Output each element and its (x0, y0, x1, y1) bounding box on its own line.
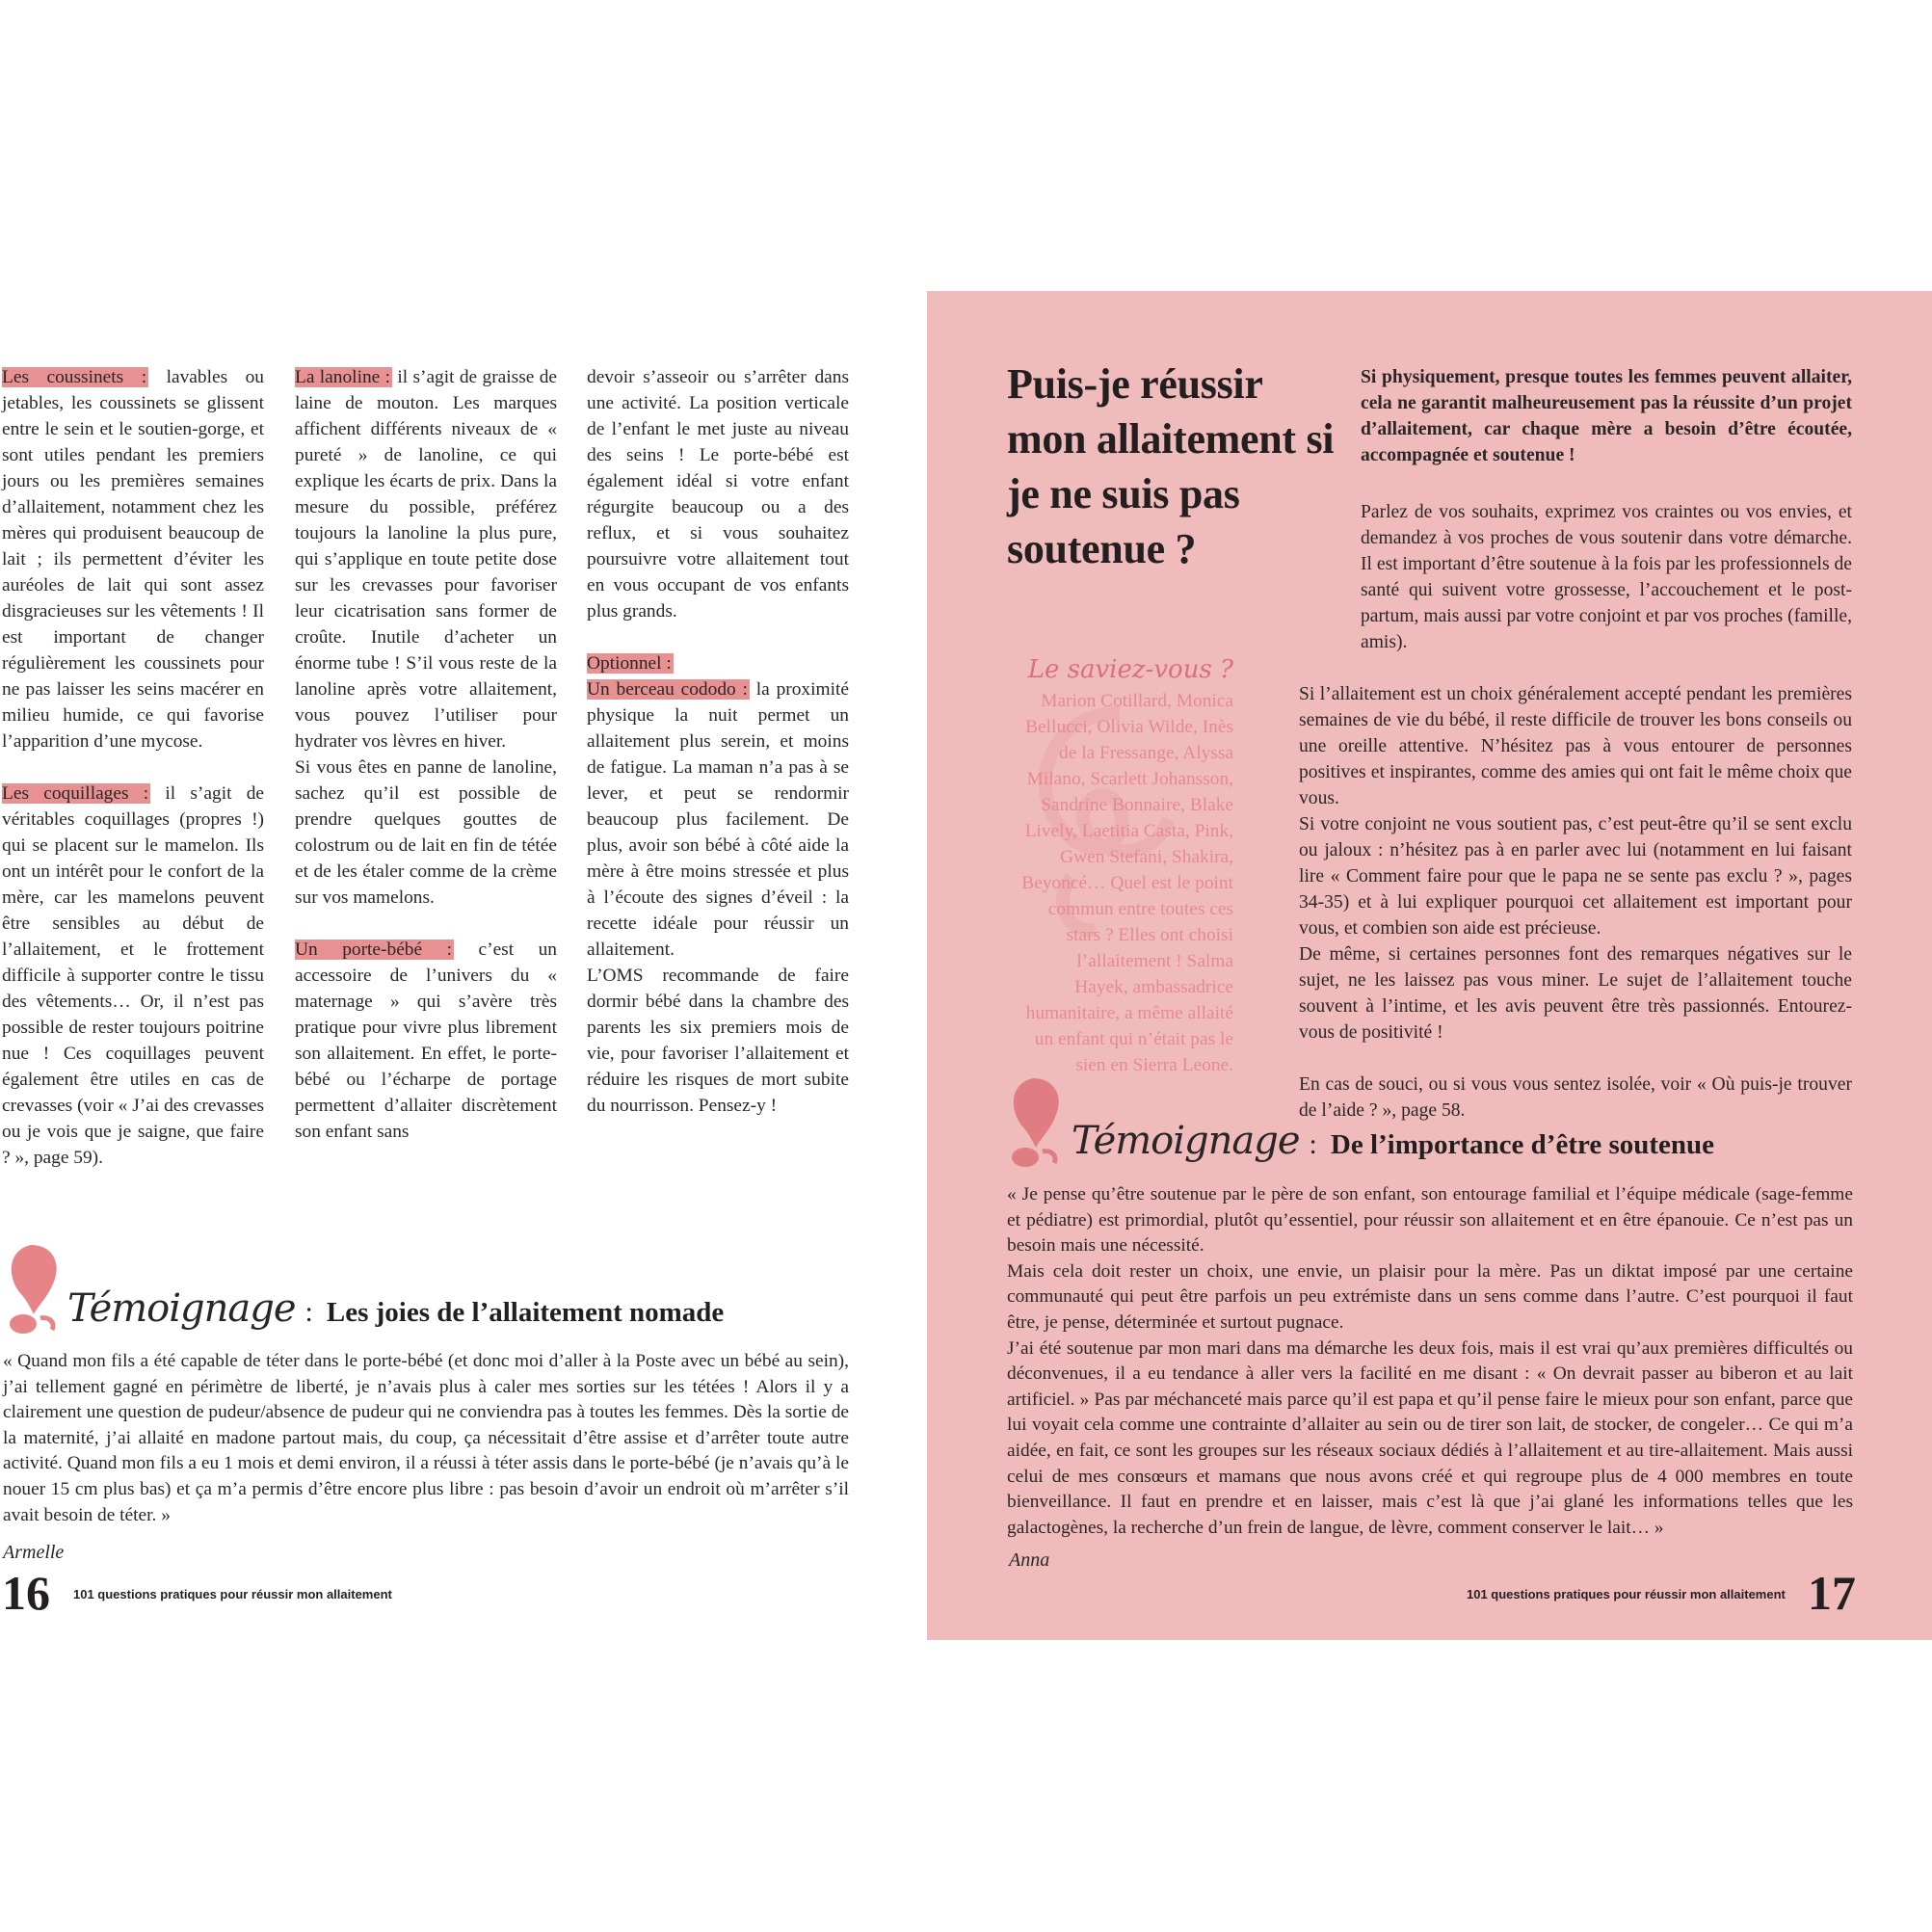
drop-question-icon (1004, 1074, 1072, 1176)
testimony-title: De l’importance d’être soutenue (1330, 1129, 1715, 1160)
paragraph-coussinets: Les coussinets : lavables ou jetables, les coussinets se glissent entre le sein et le soutien-gorge, et sont utiles pendant les premiers jours ou les premières semaines d’allaitement, notamment chez les mères qui produisent beaucoup de lait ; ils permettent d’éviter les auréoles de lait qui sont assez disgracieuses sur les vêtements ! Il est important de changer régulièrement les coussinets pour ne pas laisser les seins macérer en milieu humide, ce qui favorise l’apparition d’une mycose. (2, 367, 264, 752)
paragraph-cododo: Un berceau cododo : la proximité physique la nuit permet un allaitement plus serein, et moins de fatigue. La maman n’a pas à se lever, et peut se rendormir beaucoup plus facilement. De plus, avoir son bébé à côté aide la mère à être moins stressée et plus à l’écoute des signes d’éveil : la recette idéale pour réussir un allaitement. (587, 679, 849, 960)
running-title: 101 questions pratiques pour réussir mon allaitement (1467, 1587, 1786, 1601)
optional-label-line (587, 650, 849, 676)
testimony-signature: Anna (1009, 1549, 1050, 1571)
left-page (0, 0, 925, 1932)
paragraph-porte-bebe: Un porte-bébé : c’est un accessoire de l’univers du « maternage » qui s’avère très pratique pour vivre plus librement son allaitement. En effet, le porte-bébé ou l’écharpe de portage permettent d’allaiter discrètement son enfant sans (295, 940, 557, 1142)
testimony-label: Témoignage (1072, 1119, 1300, 1163)
paragraph-lanoline: La lanoline : il s’agit de graisse de laine de mouton. Les marques affichent différents niveaux de « pureté » de lanoline, ce qui explique les écarts de prix. Dans la mesure du possible, préférez toujours la lanoline la plus pure, qui s’applique en toute petite dose sur les crevasses pour favoriser leur cicatrisation sans former de croûte. Inutile d’acheter un énorme tube ! S’il vous reste de la lanoline après votre allaitement, vous pouvez l’utiliser pour hydrater vos lèvres en hiver. (295, 367, 557, 752)
intro-paragraph: Parlez de vos souhaits, exprimez vos craintes ou vos envies, et demandez à vos proches de vous soutenir dans votre démarche. Il est important d’être soutenue à la fois par les professionnels de santé qui suivent votre grossesse, l’accouchement et le post-partum, mais aussi par votre conjoint et par vos proches (famille, amis). (1361, 502, 1852, 652)
testimony-text: « Quand mon fils a été capable de téter dans le porte-bébé (et donc moi d’aller à la Poste avec un bébé au sein), j’ai tellement gagné en périmètre de liberté, je n’avais plus à caler mes sorties sur les tétées ! Alors il y a clairement une question de pudeur/absence de pudeur qui ne conviendra pas à toutes les femmes. Dès la sortie de la maternité, j’ai allaité en madone partout mais, du coup, ça nécessitait d’être assise et d’arrêter toute autre activité. Quand mon fils a eu 1 mois et demi environ, il a réussi à téter assis dans le porte-bébé (je n’avais qu’à le nouer 15 cm plus bas) et ça m’a permis d’être encore plus libre : pas besoin d’avoir un endroit où m’arrêter s’il avait besoin de téter. » (3, 1351, 849, 1525)
paragraph-porte-bebe-cont: devoir s’asseoir ou s’arrêter dans une activité. La position verticale de l’enfant le met juste au niveau des seins ! Le porte-bébé est également idéal si votre enfant régurgite beaucoup ou a des reflux, et si vous souhaitez poursuivre votre allaitement tout en vous occupant de vos enfants plus grands. (587, 367, 849, 622)
sidebar-did-you-know (1021, 655, 1233, 1078)
term-coussinets: Les coussinets : (2, 367, 147, 387)
drop-question-icon (2, 1241, 69, 1342)
testimony-heading: Témoignage : De l’importance d’être soutenue (1072, 1119, 1715, 1163)
body-text: Si l’allaitement est un choix généralement accepté pendant les premières semaines de vie du bébé, il reste difficile de trouver les bons conseils ou une oreille attentive. N’hésitez pas à vous entourer de personnes positives et inspirantes, comme des amies qui ont fait le même choix que vous. Si votre conjoint ne vous soutient pas, c’est peut-être qu’il se sent exclu ou jaloux : n’hésitez pas à en parler avec lui (notamment en lui faisant lire « Comment faire pour que le papa ne se sente pas exclu ? », pages 34-35) et à lui expliquer pourquoi cet allaitement est important pour vous, et combien son aide est précieuse. De même, si certaines personnes font des remarques négatives sur le sujet, ne les laissez pas vous miner. Le sujet de l’allaitement touche souvent à l’intime, et les avis peuvent être très passionnés. Entourez-vous de positivité ! En cas de souci, ou si vous vous sentez isolée, voir « Où puis-je trouver de l’aide ? », page 58. (1299, 684, 1852, 1121)
column-3 (587, 364, 849, 1119)
running-title: 101 questions pratiques pour réussir mon allaitement (73, 1587, 392, 1601)
term-lanoline: La lanoline : (295, 367, 390, 387)
term-porte-bebe: Un porte-bébé : (295, 940, 452, 960)
page-number: 16 (2, 1566, 50, 1620)
sidebar-text: Marion Cotillard, Monica Bellucci, Olivia Wilde, Inès de la Fressange, Alyssa Milano, Scarlett Johansson, Sandrine Bonnaire, Blake Lively, Laetitia Casta, Pink, Gwen Stefani, Shakira, Beyoncé… Quel est le point commun entre toutes ces stars ? Elles ont choisi l’allaitement ! Salma Hayek, ambassadrice humanitaire, a même allaité un enfant qui n’était pas le sien en Sierra Leone. (1021, 691, 1233, 1075)
right-page (927, 0, 1932, 1932)
paragraph-lanoline-alt: Si vous êtes en panne de lanoline, sachez qu’il est possible de prendre quelques gouttes de colostrum ou de lait en fin de tétée et de les étaler comme de la crème sur vos mamelons. (295, 757, 557, 908)
intro-bold: Si physiquement, presque toutes les femmes peuvent allaiter, cela ne garantit malheureusement pas la réussite d’un projet d’allaitement, car chaque mère a besoin d’être écoutée, accompagnée et soutenue ! (1361, 367, 1852, 465)
paragraph-coquillages: Les coquillages : il s’agit de véritables coquillages (propres !) qui se placent sur le mamelon. Ils ont un intérêt pour le confort de la mère, car les mamelons peuvent être sensibles au début de l’allaitement, et le frottement difficile à supporter contre le tissu des vêtements… Or, il n’est pas possible de rester toujours poitrine nue ! Ces coquillages peuvent également être utiles en cas de crevasses (voir « J’ai des crevasses ou je vois que je saigne, que faire ? », page 59). (2, 783, 264, 1168)
term-cododo: Un berceau cododo : (587, 679, 748, 700)
testimony-text: « Je pense qu’être soutenue par le père de son enfant, son entourage familial et l’équipe médicale (sage-femme et pédiatre) est primordial, plutôt qu’essentiel, pour réussir son allaitement et en être épanouie. Ce n’est pas un besoin mais une nécessité. Mais cela doit rester un choix, une envie, un plaisir pour la mère. Pas un diktat imposé par une certaine communauté qui peut être parfois un peu extrémiste dans un sens comme dans l’autre. C’est pourquoi il faut être, je pense, déterminée et surtout pugnace. J’ai été soutenue par mon mari dans ma démarche les deux fois, mais il est vrai qu’aux premières difficultés ou déconvenues, il a eu tendance à aller vers la facilité en me disant : « On devrait passer au biberon et au lait artificiel. » Pas par méchanceté mais parce qu’il est papa et qu’il pense faire le mieux pour son enfant, parce que lui voyait cela comme une contrainte d’allaiter au sein ou de tirer son lait, de stocker, de congeler… Ce qui m’a aidée, en fait, ce sont les groupes sur les réseaux sociaux dédiés à l’allaitement et au tire-allaitement. Mais aussi celui de mes consœurs et mamans que nous avons créé et qui regroupe plus de 4 000 membres en toute bienveillance. Il faut en prendre et en laisser, mais c’est là que j’ai glané les informations telles que les galactogènes, la recherche d’un frein de langue, de lèvre, comment conserver le lait… » (1007, 1184, 1853, 1538)
sidebar-title: Le saviez-vous ? (1027, 655, 1233, 684)
testimony-label: Témoignage (67, 1286, 296, 1331)
testimony-title: Les joies de l’allaitement nomade (326, 1297, 725, 1328)
testimony-heading: Témoignage : Les joies de l’allaitement nomade (67, 1286, 725, 1331)
column-2 (295, 364, 557, 1145)
column-1 (2, 364, 264, 1171)
testimony-signature: Armelle (3, 1542, 65, 1563)
optional-label: Optionnel : (587, 653, 672, 674)
paragraph-oms: L’OMS recommande de faire dormir bébé dans la chambre des parents les six premiers mois de vie, pour favoriser l’allaitement et réduire les risques de mort subite du nourrisson. Pensez-y ! (587, 966, 849, 1116)
page-number: 17 (1808, 1566, 1856, 1620)
page-title: Puis-je réussir mon allaitement si je ne suis pas soutenue ? (1007, 360, 1335, 572)
term-coquillages: Les coquillages : (2, 783, 149, 804)
